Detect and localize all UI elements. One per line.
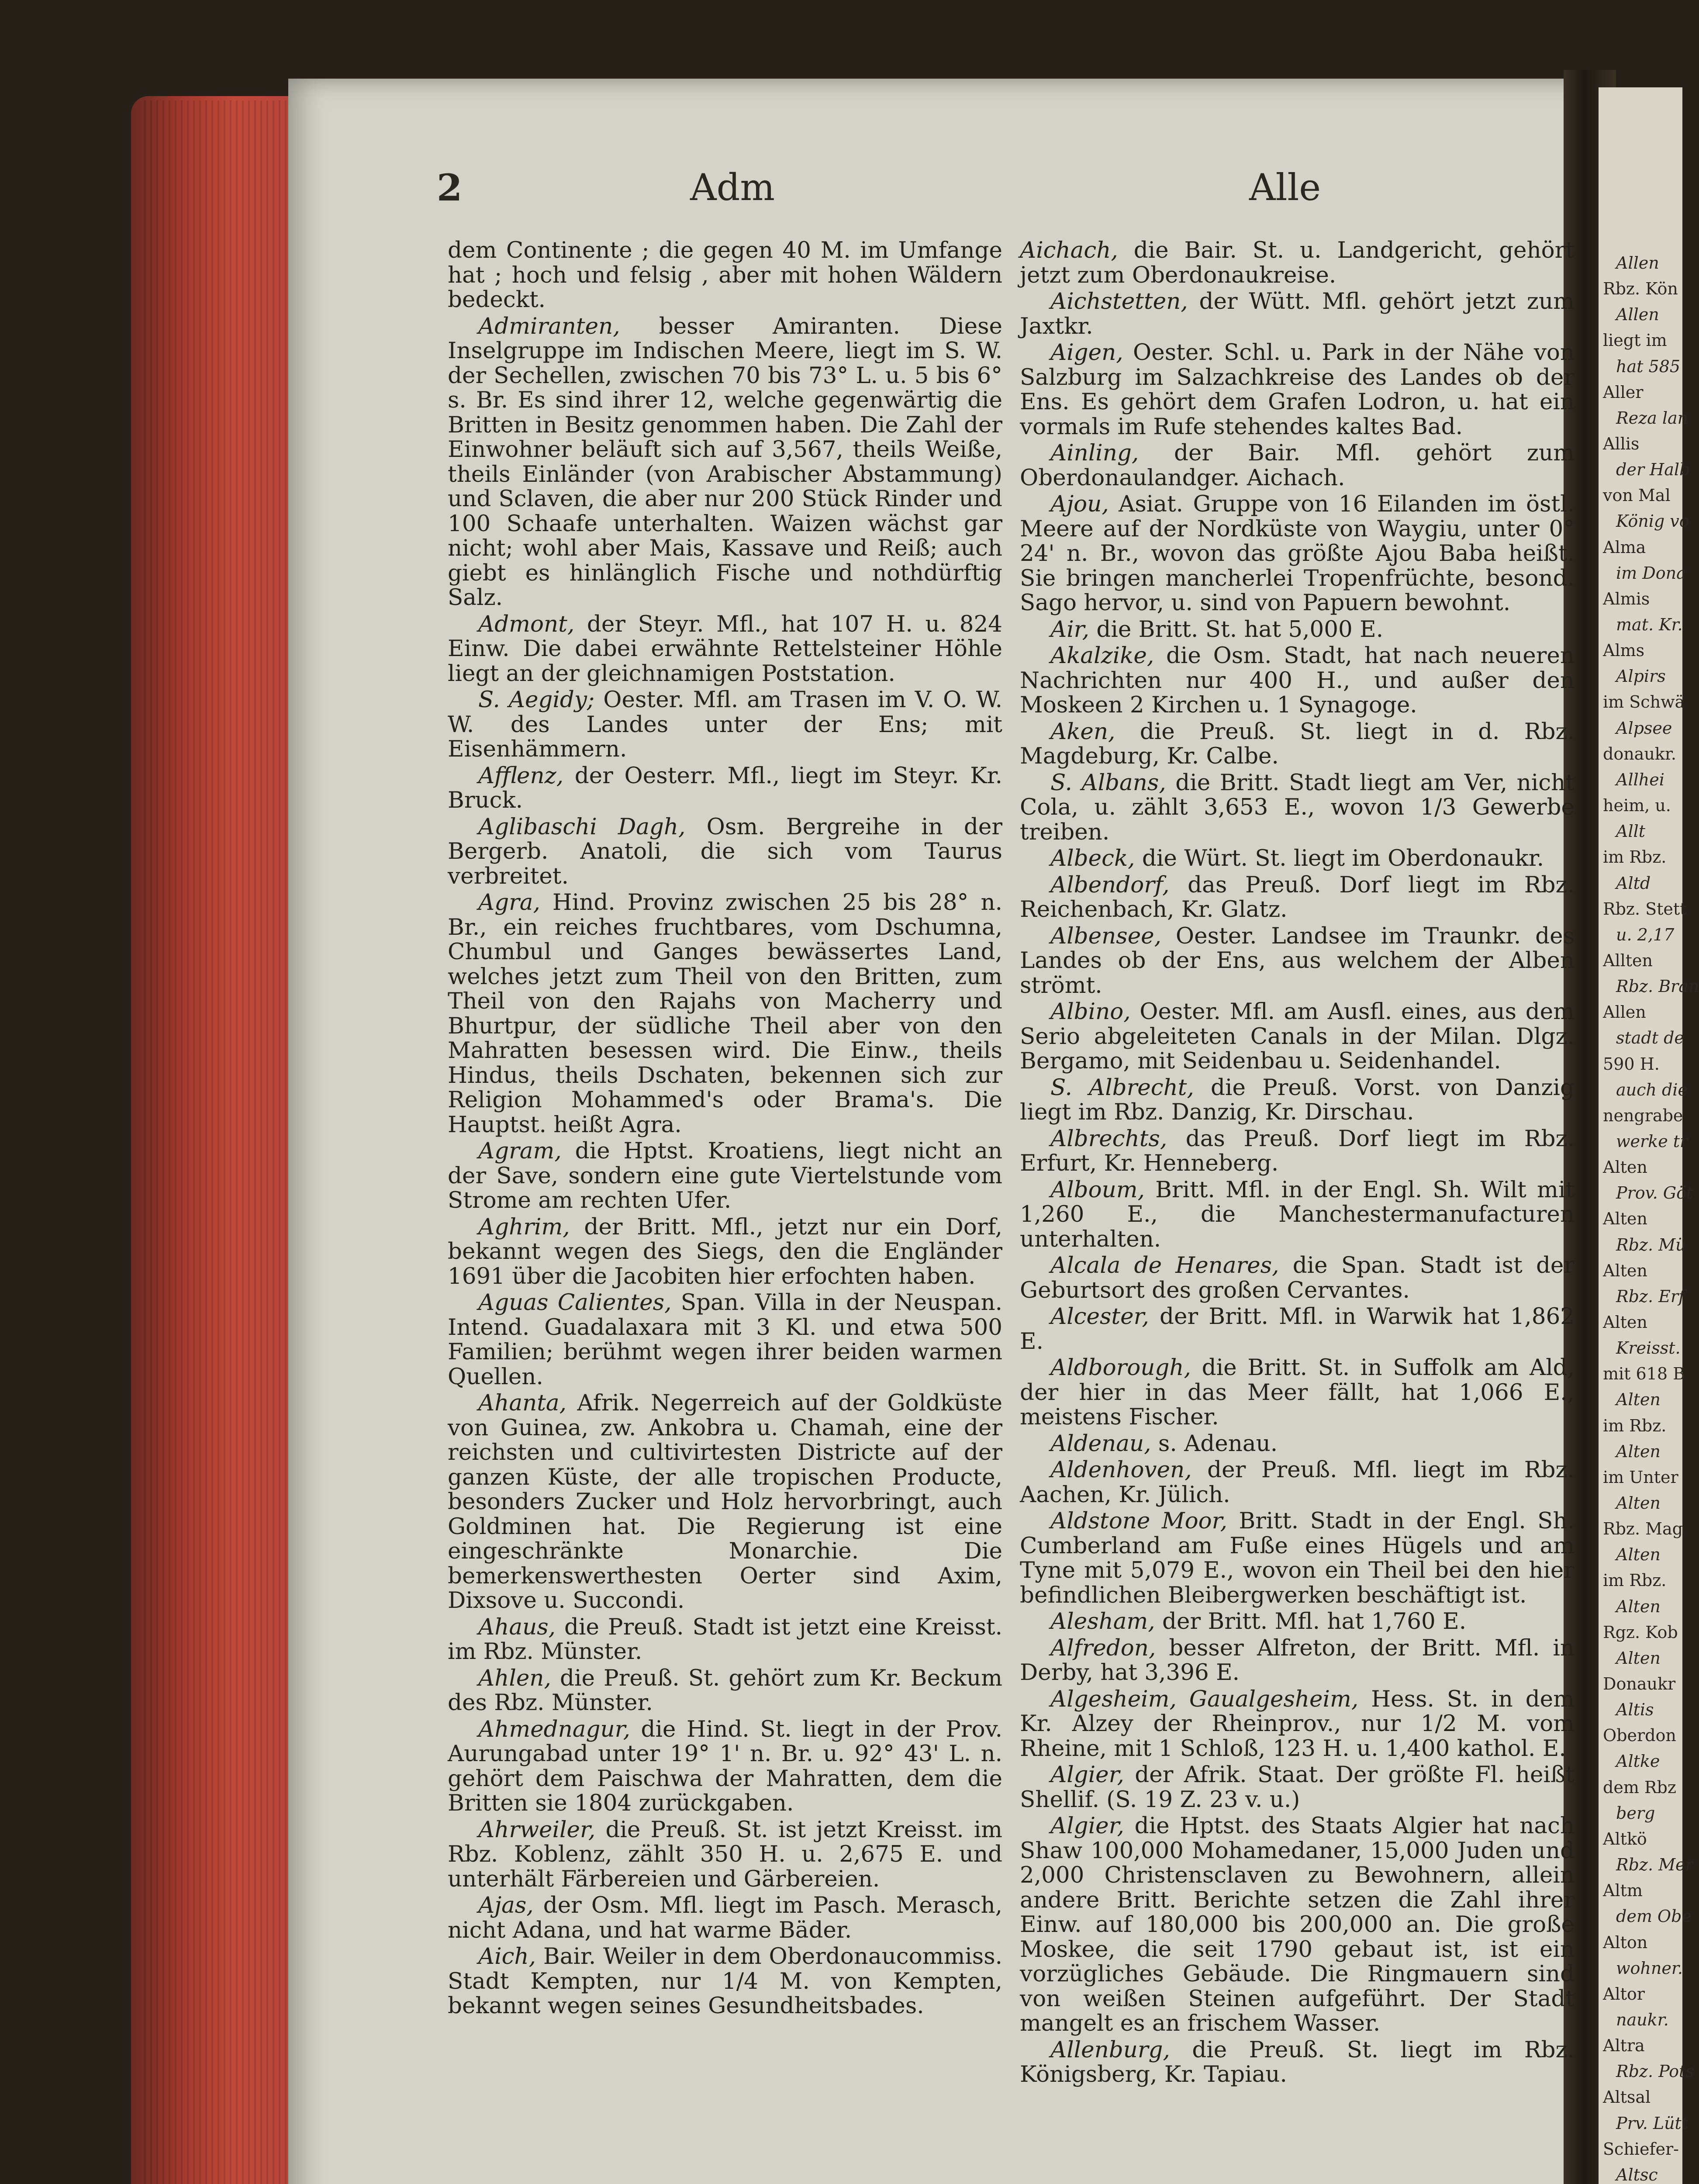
entry-headword: Aglibaschi Dagh, [478,813,686,840]
entry-headword: Agram, [478,1138,562,1164]
entry-headword: Ahlen, [478,1665,551,1691]
dictionary-entry [448,1944,1002,2018]
facing-page-line: dem Rbz [1603,1777,1676,1797]
dictionary-entry [1020,2038,1575,2087]
entry-text: der Britt. Mfl. in Warwik hat 1,862 E. [1020,1303,1575,1355]
entry-text: Britt. Stadt in der Engl. Sh. Cumberland am Fuße eines Hügels und am Tyne mit 5,079 E., wovon ein Theil bei den hier befindlichen Bleibergwerken beschäftigt ist. [1020,1508,1575,1608]
facing-page-line: Prov. Göt [1616,1183,1693,1203]
entry-headword: Aldborough, [1050,1355,1191,1381]
dictionary-entry [448,314,1002,610]
dictionary-entry [1020,1636,1575,1685]
entry-headword: Albendorf, [1050,871,1170,898]
entry-headword: Aguas Calientes, [478,1289,672,1316]
facing-page-line: Rbz. Kön [1603,279,1678,299]
dictionary-entry [1020,643,1575,718]
entry-headword: Aghrim, [478,1213,570,1240]
entry-text: die Hptst. Kroatiens, liegt nicht an der Save, sondern eine gute Viertelstunde vom Strome am rechten Ufer. [448,1138,1002,1213]
entry-text: der Wütt. Mfl. gehört jetzt zum Jaxtkr. [1020,288,1575,339]
entry-text: der Oesterr. Mfl., liegt im Steyr. Kr. Bruck. [448,762,1002,813]
entry-headword: Algesheim, Gaualgesheim, [1050,1686,1359,1712]
facing-page-line: Prv. Lütt [1616,2113,1689,2133]
entry-text: Bair. Weiler in dem Oberdonaucommiss. Stadt Kempten, nur 1/4 M. von Kempten, bekannt wegen seines Gesundheitsbades. [448,1943,1003,2019]
facing-page-line: im Unter [1603,1467,1678,1487]
facing-page-line: Alten [1616,1390,1661,1410]
running-head-right: Alle [1249,166,1321,209]
entry-text: Oester. Mfl. am Ausfl. eines, aus dem Serio abgeleiteten Canals in der Milan. Dlgz. Bergamo, mit Seidenbau u. Seidenhandel. [1020,999,1575,1074]
dictionary-entry [448,612,1002,686]
entry-headword: Air, [1050,616,1089,643]
entry-headword: Ahmednagur, [478,1716,630,1742]
facing-page-line: auch die [1616,1080,1688,1099]
entry-text: die Hind. St. liegt in der Prov. Aurungabad unter 19° 1' n. Br. u. 92° 43' L. n. gehört dem Paischwa der Mahratten, dem die Britten sie 1804 zurückgaben. [448,1716,1002,1816]
facing-page-line: Alten [1616,1545,1661,1565]
entry-text: der Preuß. Mfl. liegt im Rbz. Aachen, Kr. Jülich. [1020,1457,1575,1508]
facing-page-line: von Mal [1603,486,1671,505]
dictionary-entry [1020,1509,1575,1607]
facing-page-line: werke tr [1616,1131,1688,1151]
entry-headword: Admont, [478,611,575,637]
entry-headword: S. Aegidy; [478,687,595,713]
facing-page-line: Alten [1616,1441,1661,1461]
facing-page-line: berg [1616,1803,1655,1823]
dictionary-entry [1020,924,1575,998]
entry-headword: Aich, [478,1943,536,1970]
entry-headword: Ahaus, [478,1614,556,1640]
dictionary-entry [1020,846,1575,871]
entry-text: die Span. Stadt ist der Geburtsort des großen Cervantes. [1020,1252,1575,1303]
facing-page-line: Altd [1616,873,1651,893]
entry-headword: Albensee, [1050,923,1162,949]
entry-text: die Preuß. St. ist jetzt Kreisst. im Rbz. Koblenz, zählt 350 H. u. 2,675 E. und unterhält Färbereien und Gärbereien. [448,1816,1002,1892]
entry-headword: S. Albrecht, [1050,1074,1194,1101]
entry-headword: Algier, [1050,1813,1124,1839]
facing-page-line: Rgz. Kob [1603,1622,1678,1642]
facing-page-line: Almis [1603,589,1650,608]
entry-headword: Aichstetten, [1050,288,1188,314]
dictionary-entry [1020,1762,1575,1812]
facing-page-line: donaukr. [1603,744,1676,764]
facing-page-line: Rbz. Mer [1616,1855,1693,1875]
facing-page-line: Rbz. Bran [1616,977,1699,996]
dictionary-entry [448,238,1002,312]
entry-text: Oester. Schl. u. Park in der Nähe von Salzburg im Salzachkreise des Landes ob der Ens. Es gehört dem Grafen Lodron, u. hat ein vormals im Rufe stehendes kaltes Bad. [1020,339,1575,440]
dictionary-entry [1020,1075,1575,1125]
dictionary-entry [1020,441,1575,490]
dictionary-entry [448,1666,1002,1715]
dictionary-entry [448,1139,1002,1213]
facing-page-line: Altkö [1603,1829,1647,1849]
dictionary-entry [1020,1687,1575,1761]
entry-headword: Aldenau, [1050,1430,1151,1457]
dictionary-entry [448,1893,1002,1942]
entry-text: dem Continente ; die gegen 40 M. im Umfange hat ; hoch und felsig , aber mit hohen Wäldern bedeckt. [448,237,1002,313]
facing-page-line: Schiefer- [1603,2139,1679,2159]
facing-page-line: Alten [1616,1648,1661,1668]
facing-page-line: Allten [1603,950,1653,970]
facing-page-line: Altis [1616,1700,1654,1720]
facing-page-line: Alten [1603,1209,1647,1229]
facing-page-line: im Rbz. [1603,1416,1667,1435]
facing-page-line: mat. Kr. [1616,615,1683,635]
entry-text: die Preuß. Vorst. von Danzig liegt im Rbz. Danzig, Kr. Dirschau. [1020,1074,1575,1125]
facing-page-line: Rbz. Stett [1603,899,1687,919]
facing-page-line: Altke [1616,1752,1660,1771]
entry-headword: Alcala de Henares, [1050,1252,1279,1279]
dictionary-entry [448,688,1002,762]
facing-page-line: stadt de [1616,1028,1684,1048]
dictionary-entry [448,815,1002,889]
entry-text: der Steyr. Mfl., hat 107 H. u. 824 Einw. Die dabei erwähnte Rettelsteiner Höhle liegt an der gleichnamigen Poststation. [448,611,1003,687]
facing-page-line: Donaukr [1603,1674,1676,1694]
dictionary-entry [1020,1609,1575,1634]
entry-headword: Ajas, [478,1892,534,1918]
entry-headword: Agra, [478,889,540,916]
dictionary-entry [448,1215,1002,1289]
entry-headword: Algier, [1050,1762,1124,1788]
dictionary-entry [448,1615,1002,1664]
dictionary-entry [1020,999,1575,1074]
facing-page-line: Alma [1603,537,1646,557]
entry-text: das Preuß. Dorf liegt im Rbz. Erfurt, Kr. Henneberg. [1020,1125,1575,1176]
entry-headword: Albeck, [1050,845,1135,871]
facing-page-line: Aller [1603,382,1644,402]
facing-page-line: Alton [1603,1932,1648,1952]
entry-text: die Bair. St. u. Landgericht, gehört jetzt zum Oberdonaukreise. [1020,237,1575,288]
dictionary-entry [1020,1127,1575,1176]
dictionary-entry [448,1717,1002,1816]
entry-text: Hess. St. in dem Kr. Alzey der Rheinprov., nur 1/2 M. vom Rheine, mit 1 Schloß, 123 H. u. 1,400 kathol. E. [1020,1686,1575,1762]
dictionary-entry [1020,1178,1575,1252]
dictionary-entry [448,1818,1002,1892]
entry-headword: Akalzike, [1050,643,1154,669]
facing-page-line: Rbz. Pots [1616,2062,1694,2081]
entry-headword: Aichach, [1020,237,1118,263]
facing-page-line: Allis [1603,434,1640,454]
entry-text: der Osm. Mfl. liegt im Pasch. Merasch, nicht Adana, und hat warme Bäder. [448,1892,1002,1943]
facing-page-line: Alten [1603,1158,1647,1177]
dictionary-entry [448,890,1002,1137]
facing-page-line: Altra [1603,2036,1645,2056]
entry-headword: Alfredon, [1050,1635,1156,1661]
facing-page-line: u. 2,17 [1616,925,1675,944]
facing-page-line: nengrabe [1603,1106,1683,1125]
entry-headword: Aken, [1050,718,1115,745]
entry-headword: Aldenhoven, [1050,1457,1192,1483]
facing-page-line: Altor [1603,1984,1645,2004]
facing-page-line: Altsc [1616,2165,1658,2184]
facing-page-line: wohner. [1616,1958,1683,1978]
entry-text: Hind. Provinz zwischen 25 bis 28° n. Br., ein reiches fruchtbares, vom Dschumna, Chumbul und Ganges bewässertes Land, welches jetzt zum Theil von den Britten, zum Theil von den Rajahs von Macherry und Bhurtpur, der südliche Theil aber von den Mahratten besessen wird. Die Einw., theils Hindus, theils Dschaten, bekennen sich zur Religion Mohammed's oder Brama's. Die Hauptst. heißt Agra. [448,889,1002,1138]
right-column [1020,238,1575,2089]
entry-headword: S. Albans, [1050,769,1166,796]
facing-page-line: im Rbz. [1603,1571,1667,1590]
entry-headword: Albino, [1050,999,1131,1025]
entry-text: besser Alfreton, der Britt. Mfl. in Derby, hat 3,396 E. [1020,1635,1575,1686]
entry-headword: Alcester, [1050,1303,1149,1330]
facing-page-line: Reza lan [1616,408,1689,428]
facing-page-line: hat 585 [1616,356,1681,376]
facing-page-line: Allhei [1616,770,1664,789]
facing-page-line: naukr. [1616,2010,1669,2029]
entry-text: der Britt. Mfl. hat 1,760 E. [1162,1608,1467,1635]
dictionary-entry [1020,719,1575,769]
entry-headword: Afflenz, [478,762,564,789]
entry-headword: Admiranten, [478,313,620,339]
entry-headword: Ajou, [1050,491,1109,517]
dictionary-entry [1020,1304,1575,1354]
facing-page-line: im Rbz. [1603,847,1667,867]
entry-text: der Afrik. Staat. Der größte Fl. heißt Shellif. (S. 19 Z. 23 v. u.) [1020,1762,1575,1813]
entry-headword: Alboum, [1050,1176,1145,1203]
entry-text: der Bair. Mfl. gehört zum Oberdonaulandger. Aichach. [1020,440,1575,491]
page-edge-lines [144,100,293,2184]
dictionary-entry [1020,492,1575,615]
entry-text: die Preuß. St. liegt in d. Rbz. Magdeburg, Kr. Calbe. [1020,718,1575,769]
dictionary-entry [1020,1814,1575,2036]
entry-headword: Ahanta, [478,1390,567,1416]
facing-page-line: Alten [1603,1313,1647,1332]
dictionary-entry [1020,289,1575,339]
dictionary-entry [1020,1253,1575,1303]
entry-text: das Preuß. Dorf liegt im Rbz. Reichenbach, Kr. Glatz. [1020,871,1575,923]
dictionary-entry [448,1391,1002,1613]
entry-headword: Allenburg, [1050,2036,1170,2063]
dictionary-entry [448,1290,1002,1389]
facing-page-line: mit 618 B [1603,1364,1685,1384]
entry-text: Asiat. Gruppe von 16 Eilanden im östl. Meere auf der Nordküste von Waygiu, unter 0° 24' n. Br., wovon das größte Ajou Baba heißt. Sie bringen mancherlei Tropenfrüchte, besond. Sago hervor, u. sind von Papuern bewohnt. [1020,491,1575,616]
dictionary-entry [1020,1431,1575,1456]
dictionary-entry [1020,1458,1575,1507]
entry-headword: Aldstone Moor, [1050,1508,1227,1534]
entry-headword: Aigen, [1050,339,1123,366]
dictionary-entry [1020,617,1575,642]
facing-page-line: Alten [1616,1597,1661,1616]
entry-text: der Britt. Mfl., jetzt nur ein Dorf, bekannt wegen des Siegs, den die Engländer 1691 über die Jacobiten hier erfochten haben. [448,1213,1002,1289]
facing-page-line: Alten [1616,1493,1661,1513]
entry-text: Afrik. Negerreich auf der Goldküste von Guinea, zw. Ankobra u. Chamah, eine der reichsten und cultivirtesten Districte auf der ganzen Küste, der alle tropischen Producte, besonders Zucker und Holz hervorbringt, auch Goldminen hat. Die Regierung ist eine eingeschränkte Monarchie. Die bemerkenswerthesten Oerter sind Axim, Dixsove u. Succondi. [448,1390,1003,1614]
dictionary-entry [1020,771,1575,845]
entry-text: Oester. Landsee im Traunkr. des Landes ob der Ens, aus welchem der Alben strömt. [1020,923,1575,999]
dictionary-entry [1020,340,1575,439]
facing-page-line: Alten [1603,1261,1647,1280]
left-column [448,238,1002,2020]
facing-page-line: Rbz. Mag [1603,1519,1683,1539]
entry-text: die Hptst. des Staats Algier hat nach Shaw 100,000 Mohamedaner, 15,000 Juden und 2,000 Christensclaven zu Bewohnern, allein andere Britt. Berichte setzen die Zahl ihrer Einw. auf 180,000 bis 200,000 an. Die große Moskee, die seit 1790 gebaut ist, ist ein vorzügliches Gebäude. Die Ringmauern sind von weißen Steinen aufgeführt. Der Stadt mangelt es an frischem Wasser. [1020,1813,1575,2036]
facing-page-line: Rbz. Erf [1616,1286,1685,1306]
facing-page-line: Alms [1603,641,1645,660]
facing-page-line: Alpirs [1616,667,1666,686]
dictionary-entry [1020,238,1575,287]
facing-page-line: Alpsee [1616,718,1672,738]
facing-page-line: im Dona [1616,563,1686,583]
entry-headword: Ahrweiler, [478,1816,596,1843]
facing-page-line: Altsal [1603,2087,1651,2107]
entry-headword: Albrechts, [1050,1125,1167,1152]
entry-text: die Britt. St. hat 5,000 E. [1096,616,1384,643]
entry-text: Britt. Mfl. in der Engl. Sh. Wilt mit 1,260 E., die Manchestermanufacturen unterhalten. [1020,1176,1575,1252]
entry-text: die Osm. Stadt, hat nach neueren Nachrichten nur 400 H., und außer den Moskeen 2 Kirchen u. 1 Synagoge. [1020,643,1575,718]
entry-headword: Ainling, [1050,440,1139,466]
facing-page-line: Allen [1603,1002,1646,1022]
entry-text: die Preuß. St. liegt im Rbz. Königsberg, Kr. Tapiau. [1020,2036,1575,2087]
entry-text: Osm. Bergreihe in der Bergerb. Anatoli, die sich vom Taurus verbreitet. [448,813,1002,889]
facing-page-line: Allen [1616,253,1659,273]
running-head-left: Adm [690,166,775,209]
entry-text: die Würt. St. liegt im Oberdonaukr. [1142,845,1544,871]
entry-text: die Preuß. Stadt ist jetzt eine Kreisst. im Rbz. Münster. [448,1614,1002,1665]
entry-text: die Britt. St. in Suffolk am Ald, der hier in das Meer fällt, hat 1,066 E., meistens Fischer. [1020,1355,1575,1430]
facing-page-line: im Schwä [1603,692,1685,712]
facing-page-line: 590 H. [1603,1054,1660,1074]
entry-text: besser Amiranten. Diese Inselgruppe im Indischen Meere, liegt im S. W. der Sechellen, zwischen 70 bis 73° L. u. 5 bis 6° s. Br. Es sind ihrer 12, welche gegenwärtig die Britten in Besitz genommen haben. Die Zahl der Einwohner beläuft sich auf 3,567, theils Weiße, theils Einländer (von Arabischer Abstammung) und Sclaven, die aber nur 200 Stück Rinder und 100 Schaafe unterhalten. Waizen wächst gar nicht; wohl aber Mais, Kassave und Reiß; auch giebt es hinlänglich Fische und nothdürftig Salz. [448,313,1002,611]
facing-page-line: Allt [1616,822,1646,841]
facing-page-line: Rbz. Mü [1616,1235,1686,1254]
facing-page-line: der Halb [1616,460,1690,480]
facing-page-line: heim, u. [1603,796,1671,816]
entry-text: s. Adenau. [1158,1430,1278,1457]
facing-page-line: König vo [1616,511,1689,531]
facing-page-line: Allen [1616,305,1659,325]
page-number: 2 [437,166,463,209]
dictionary-entry [448,764,1002,813]
facing-page-line: Altm [1603,1881,1643,1901]
entry-text: Span. Villa in der Neuspan. Intend. Guadalaxara mit 3 Kl. und etwa 500 Familien; berühmt wegen ihrer beiden warmen Quellen. [448,1289,1002,1390]
entry-headword: Alesham, [1050,1608,1155,1635]
entry-text: die Britt. Stadt liegt am Ver, nicht Cola, u. zählt 3,653 E., wovon 1/3 Gewerbe treiben. [1020,769,1575,845]
facing-page-fragment [1599,87,1699,2184]
dictionary-entry [1020,1355,1575,1430]
entry-text: Oester. Mfl. am Trasen im V. O. W. W. des Landes unter der Ens; mit Eisenhämmern. [448,687,1002,762]
entry-text: die Preuß. St. gehört zum Kr. Beckum des Rbz. Münster. [448,1665,1002,1716]
facing-page-line: liegt im [1603,331,1667,350]
facing-page-line: Kreisst. [1616,1338,1681,1358]
dictionary-entry [1020,873,1575,922]
facing-page-line: dem Obe [1616,1907,1692,1926]
facing-page-line: Oberdon [1603,1726,1676,1745]
